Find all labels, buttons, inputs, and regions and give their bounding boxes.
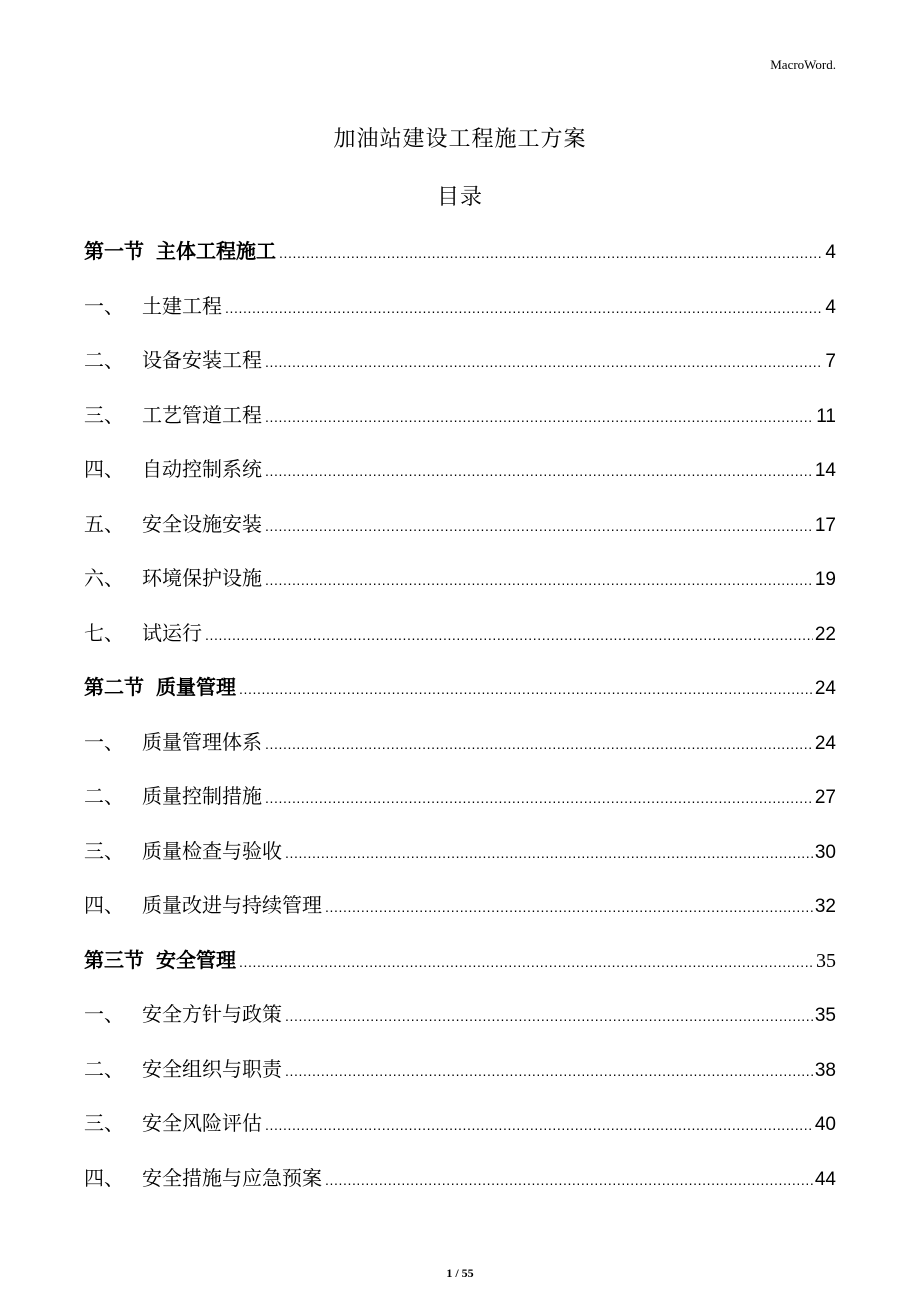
toc-entry-label: 质量改进与持续管理	[142, 893, 322, 917]
toc-heading: 目录	[436, 185, 483, 210]
toc-dot-leader	[262, 390, 814, 445]
toc-dot-leader	[236, 935, 814, 990]
toc-entry[interactable]	[84, 333, 836, 388]
document-title: 加油站建设工程施工方案	[333, 127, 587, 152]
toc-entry-page-number: 38	[814, 1059, 836, 1081]
toc-entry-label: 质量控制措施	[142, 784, 262, 808]
toc-entry-number: 七、	[84, 620, 124, 645]
toc-dot-leader	[262, 335, 823, 390]
toc-entry-number: 五、	[84, 511, 124, 536]
toc-entry-number: 三、	[84, 1111, 124, 1135]
toc-entry-number: 四、	[84, 893, 124, 917]
toc-entry-number: 四、	[84, 1165, 124, 1190]
toc-entry-number: 第一节	[84, 239, 144, 263]
toc-entry-label: 安全设施安装	[142, 511, 262, 536]
toc-dot-leader	[322, 1153, 813, 1208]
toc-entry[interactable]	[84, 1151, 836, 1206]
toc-entry-page-number: 35	[814, 1005, 836, 1026]
toc-entry-label: 工艺管道工程	[142, 402, 262, 427]
toc-entry-page-number: 14	[814, 460, 836, 481]
toc-dot-leader	[262, 553, 813, 608]
toc-entry-number: 第三节	[84, 947, 144, 972]
toc-entry-page-number: 11	[816, 405, 836, 427]
toc-entry-number: 三、	[84, 402, 124, 427]
toc-entry-label: 试运行	[142, 620, 202, 645]
table-of-contents	[84, 224, 836, 1205]
toc-entry-page-number: 4	[825, 242, 836, 263]
toc-entry-page-number: 7	[825, 351, 836, 372]
header-brand: MacroWord.	[770, 57, 836, 72]
toc-entry-page-number: 35	[816, 949, 836, 972]
toc-entry-number: 二、	[84, 784, 124, 808]
toc-dot-leader	[282, 826, 813, 881]
toc-dot-leader	[262, 444, 813, 499]
toc-entry[interactable]	[84, 824, 836, 879]
toc-entry-label: 土建工程	[142, 293, 222, 318]
toc-dot-leader	[262, 499, 813, 554]
toc-dot-leader	[262, 771, 813, 826]
toc-dot-leader	[322, 880, 813, 935]
toc-dot-leader	[262, 1098, 813, 1153]
toc-entry-label: 主体工程施工	[156, 239, 276, 263]
toc-entry[interactable]	[84, 769, 836, 824]
toc-entry-number: 一、	[84, 1002, 124, 1026]
toc-dot-leader	[262, 717, 813, 772]
toc-entry[interactable]	[84, 551, 836, 606]
toc-entry[interactable]	[84, 442, 836, 497]
toc-entry[interactable]	[84, 715, 836, 770]
toc-entry-label: 安全方针与政策	[142, 1002, 282, 1026]
toc-entry-label: 设备安装工程	[142, 348, 262, 372]
toc-entry-page-number: 32	[814, 896, 836, 917]
toc-entry-label: 环境保护设施	[142, 566, 262, 590]
toc-dot-leader	[276, 226, 823, 281]
toc-entry-number: 一、	[84, 293, 124, 318]
toc-entry-label: 自动控制系统	[142, 457, 262, 481]
toc-dot-leader	[202, 608, 813, 663]
toc-entry-label: 安全管理	[156, 947, 236, 972]
toc-section-entry[interactable]	[84, 224, 836, 279]
toc-entry-page-number: 24	[814, 732, 836, 754]
toc-entry[interactable]	[84, 1096, 836, 1151]
toc-entry[interactable]	[84, 279, 836, 334]
toc-entry-page-number: 17	[814, 514, 836, 536]
toc-section-entry[interactable]	[84, 660, 836, 715]
toc-section-entry[interactable]	[84, 933, 836, 988]
toc-entry[interactable]	[84, 878, 836, 933]
toc-entry-page-number: 19	[814, 569, 836, 590]
toc-dot-leader	[236, 662, 813, 717]
toc-dot-leader	[282, 1044, 813, 1099]
toc-entry-number: 三、	[84, 838, 124, 863]
toc-entry[interactable]	[84, 497, 836, 552]
toc-dot-leader	[282, 989, 813, 1044]
toc-entry[interactable]	[84, 1042, 836, 1097]
toc-entry-page-number: 44	[814, 1168, 836, 1190]
toc-entry-number: 二、	[84, 1056, 124, 1081]
toc-entry-label: 质量管理体系	[142, 729, 262, 754]
toc-entry-label: 安全组织与职责	[142, 1056, 282, 1081]
toc-entry-page-number: 40	[814, 1114, 836, 1135]
toc-entry-number: 六、	[84, 566, 124, 590]
toc-entry[interactable]	[84, 388, 836, 443]
toc-entry-label: 安全措施与应急预案	[142, 1165, 322, 1190]
toc-entry-number: 二、	[84, 348, 124, 372]
toc-entry-number: 四、	[84, 457, 124, 481]
toc-entry-label: 安全风险评估	[142, 1111, 262, 1135]
toc-entry-number: 一、	[84, 729, 124, 754]
toc-entry-label: 质量管理	[156, 675, 236, 699]
toc-entry-label: 质量检查与验收	[142, 838, 282, 863]
toc-dot-leader	[222, 281, 823, 336]
toc-entry-number: 第二节	[84, 675, 144, 699]
toc-entry-page-number: 24	[814, 678, 836, 699]
toc-entry-page-number: 4	[825, 296, 836, 318]
toc-entry[interactable]	[84, 987, 836, 1042]
toc-entry-page-number: 27	[814, 787, 836, 808]
page-indicator: 1 / 55	[446, 1266, 474, 1280]
toc-entry-page-number: 22	[814, 623, 836, 645]
toc-entry-page-number: 30	[814, 841, 836, 863]
toc-entry[interactable]	[84, 606, 836, 661]
